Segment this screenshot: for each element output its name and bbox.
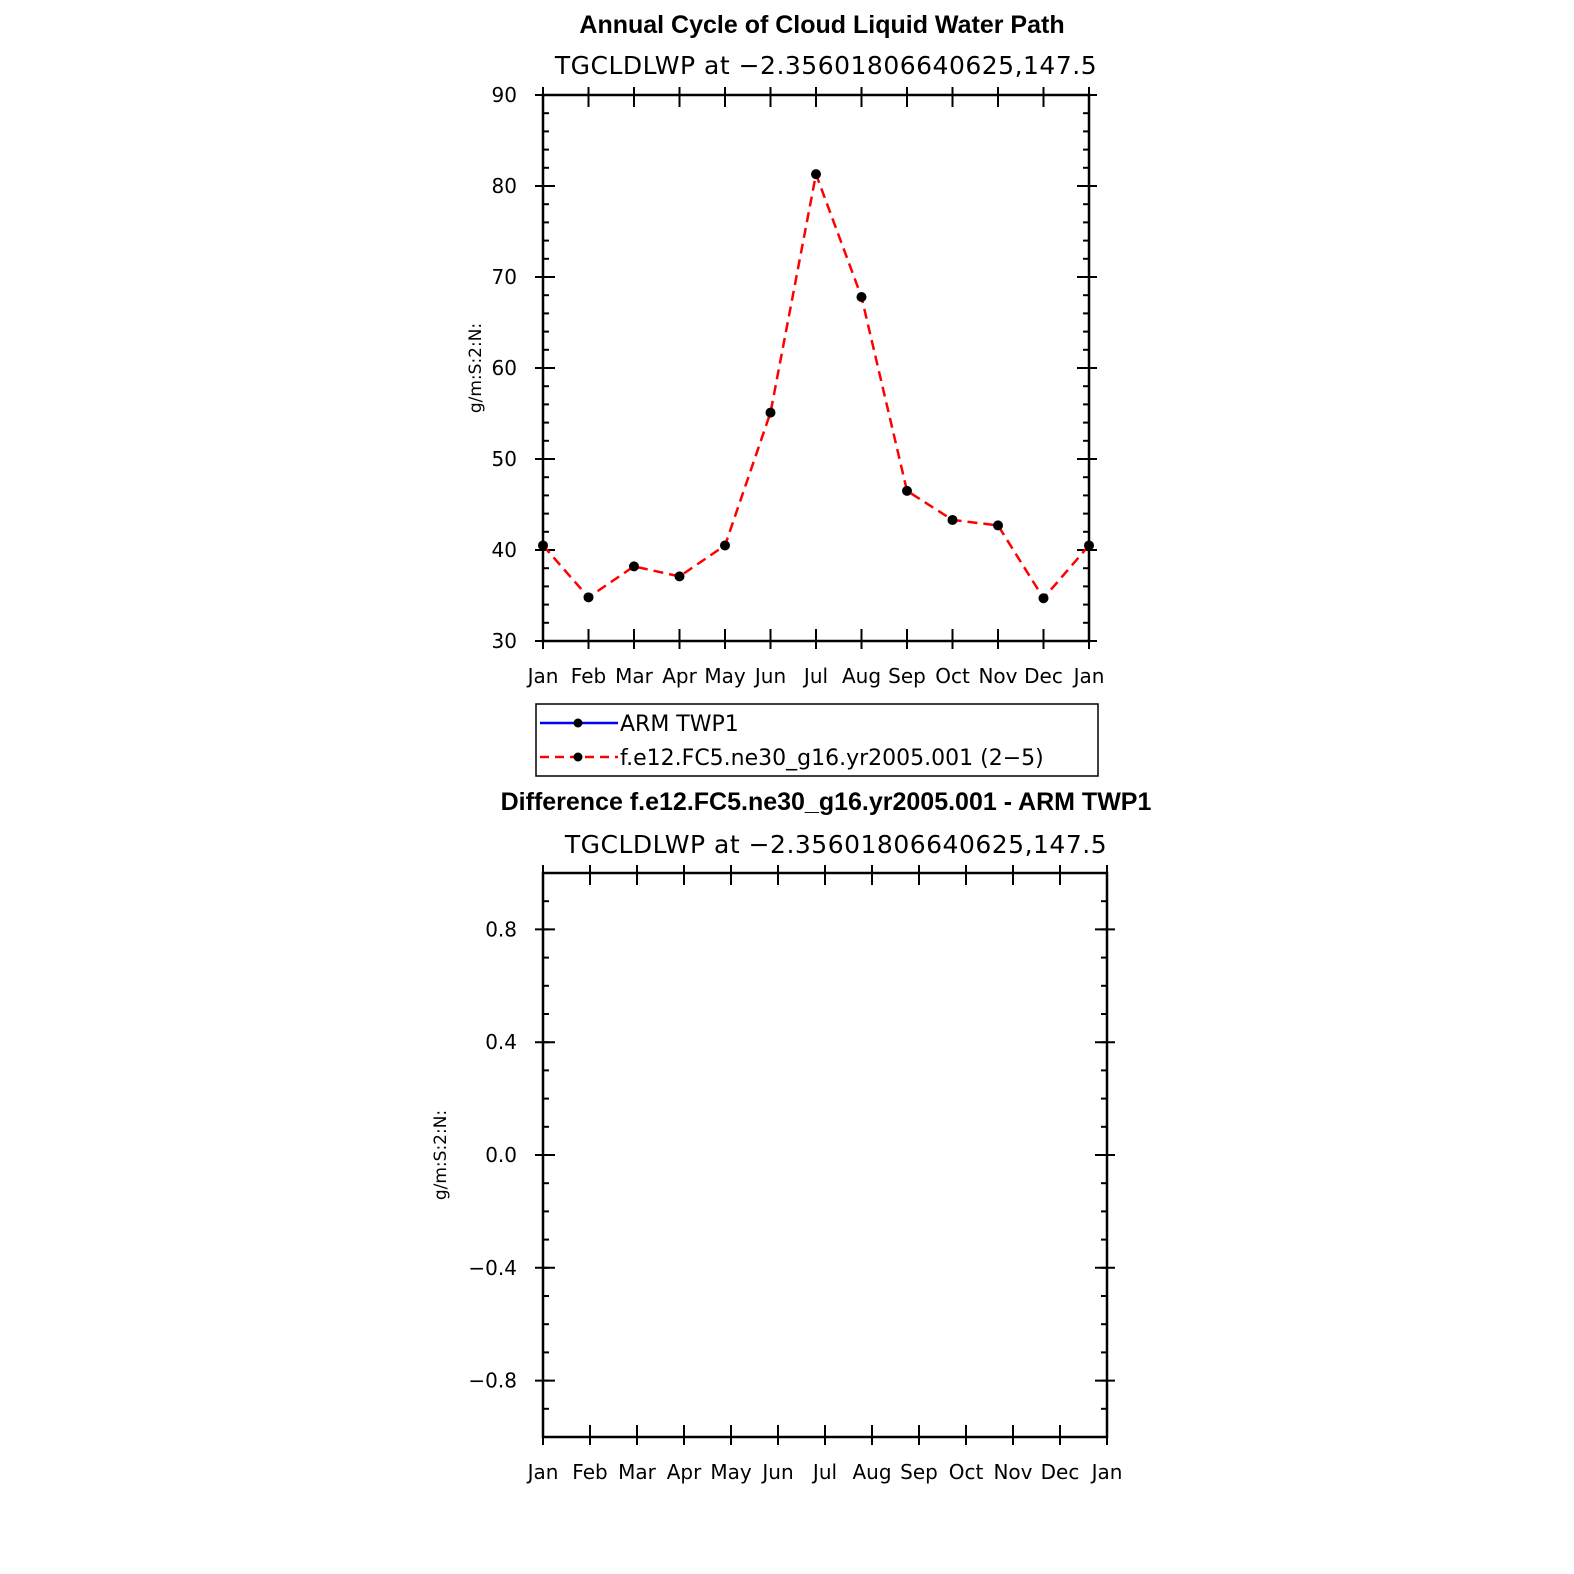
data-point (993, 520, 1003, 530)
x-tick-label: Nov (978, 664, 1018, 688)
x-tick-label: Jan (527, 664, 559, 688)
chart2-ticks (535, 865, 1115, 1445)
data-point (902, 486, 912, 496)
legend-model-marker (574, 753, 583, 762)
x-tick-label: Oct (948, 1460, 984, 1484)
x-tick-label: Jan (527, 1460, 559, 1484)
y-tick-label: 70 (491, 265, 517, 289)
annual-cycle-chart (466, 11, 1104, 688)
series-line (543, 174, 1089, 598)
data-point (720, 540, 730, 550)
x-tick-label: Sep (888, 664, 926, 688)
x-tick-label: Dec (1040, 1460, 1080, 1484)
x-tick-label: May (704, 664, 746, 688)
x-tick-label: Mar (615, 664, 653, 688)
data-point (675, 571, 685, 581)
x-tick-label: May (710, 1460, 752, 1484)
x-tick-label: Mar (618, 1460, 656, 1484)
chart1-title: Annual Cycle of Cloud Liquid Water Path (579, 11, 1065, 39)
x-tick-label: Sep (900, 1460, 938, 1484)
chart1-subtitle: TGCLDLWP at −2.35601806640625,147.5 (554, 51, 1098, 80)
chart2-title: Difference f.e12.FC5.ne30_g16.yr2005.001 - ARM TWP1 (500, 788, 1152, 816)
chart2-tick-labels (468, 917, 1122, 1484)
legend-arm-label: ARM TWP1 (620, 712, 739, 737)
y-tick-label: −0.4 (468, 1255, 517, 1280)
y-tick-label: 30 (491, 629, 517, 653)
y-tick-label: 60 (491, 356, 517, 380)
y-tick-label: 40 (491, 538, 517, 562)
x-tick-label: Apr (662, 664, 697, 688)
data-point (1039, 593, 1049, 603)
chart2-subtitle: TGCLDLWP at −2.35601806640625,147.5 (564, 830, 1108, 859)
x-tick-label: Jan (1073, 664, 1105, 688)
chart1-ylabel: g/m:S:2:N: (466, 322, 486, 414)
data-point (857, 292, 867, 302)
x-tick-label: Jun (754, 664, 787, 688)
y-tick-label: 80 (491, 174, 517, 198)
legend-arm-marker (574, 719, 583, 728)
y-tick-label: 0.8 (485, 917, 517, 942)
x-tick-label: Feb (570, 664, 607, 688)
chart1-series (538, 169, 1094, 603)
y-tick-label: 0.0 (485, 1143, 517, 1167)
x-tick-label: Jun (762, 1460, 794, 1484)
y-tick-label: 50 (491, 447, 517, 471)
chart1-tick-labels (492, 83, 1105, 688)
data-point (766, 408, 776, 418)
legend (536, 704, 1098, 776)
chart2-plot-frame (543, 873, 1107, 1437)
data-point (629, 561, 639, 571)
y-tick-label: −0.8 (468, 1368, 517, 1393)
x-tick-label: Aug (852, 1460, 892, 1484)
x-tick-label: Jan (1091, 1460, 1123, 1484)
x-tick-label: Jul (812, 1460, 838, 1484)
legend-model-label: f.e12.FC5.ne30_g16.yr2005.001 (2−5) (620, 746, 1044, 771)
data-point (584, 592, 594, 602)
difference-chart (431, 788, 1151, 1484)
chart2-ylabel: g/m:S:2:N: (431, 1109, 451, 1201)
x-tick-label: Nov (993, 1460, 1033, 1484)
y-tick-label: 90 (491, 83, 517, 107)
x-tick-label: Jul (803, 664, 829, 688)
x-tick-label: Oct (935, 664, 970, 688)
x-tick-label: Aug (841, 664, 882, 688)
data-point (948, 515, 958, 525)
x-tick-label: Feb (572, 1460, 608, 1484)
y-tick-label: 0.4 (485, 1030, 517, 1055)
x-tick-label: Apr (666, 1460, 702, 1484)
data-point (811, 169, 821, 179)
x-tick-label: Dec (1024, 664, 1063, 688)
